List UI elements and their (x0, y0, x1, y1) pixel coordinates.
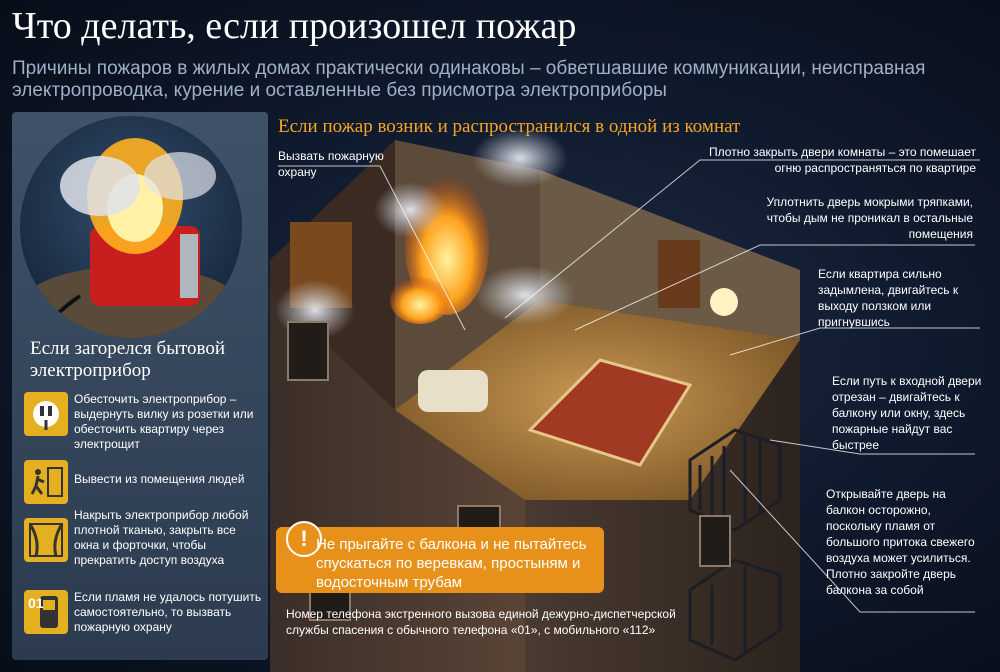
exit-door-icon (24, 460, 68, 504)
toaster-illustration (20, 116, 242, 338)
list-item-text: Если пламя не удалось потушить самостоятельно, то вызвать пожарную охрану (74, 590, 262, 634)
sofa (418, 370, 488, 412)
burning-toaster-icon (20, 116, 242, 338)
section-title: Если пожар возник и распространился в одной из комнат (278, 116, 741, 137)
window (700, 516, 730, 566)
window (288, 322, 328, 380)
annotation-close-doors: Плотно закрыть двери комнаты – это помешает огню распространяться по квартире (709, 145, 976, 175)
exclamation-icon: ! (286, 521, 322, 557)
page-subtitle: Причины пожаров в жилых домах практически одинаковы – обветшавшие коммуникации, неисправная электропроводка, курение и оставленные без присмотра электроприборы (12, 58, 926, 101)
floor-lamp (710, 288, 738, 316)
page-title: Что делать, если произошел пожар (12, 5, 577, 47)
annotation-crawl: Если квартира сильно задымлена, двигайтесь к выходу ползком или пригнувшись (818, 267, 959, 329)
list-item (24, 508, 262, 572)
smoke-cloud (374, 182, 446, 238)
list-item-text: Обесточить электроприбор – выдернуть вилку из розетки или обесточить квартиру через электрощит (74, 392, 254, 451)
entrance-door (658, 240, 700, 308)
annotation-balcony: Если путь к входной двери отрезан – двигайтесь к балкону или окну, здесь пожарные найдут вас быстрее (832, 374, 982, 452)
warning-box (276, 527, 604, 593)
annotation-seal-door: Уплотнить дверь мокрыми тряпками, чтобы дым не проникал в остальные помещения (766, 195, 973, 241)
phone-badge-text: 01 (28, 595, 44, 611)
list-item (24, 590, 262, 642)
left-panel-heading: Если загорелся бытовой электроприбор (30, 338, 226, 381)
list-item-text: Вывести из помещения людей (74, 472, 245, 486)
plug-icon (24, 392, 68, 436)
warning-text: Не прыгайте с балкона и не пытайтесь спускаться по веревкам, простыням и водосточным трубам (316, 536, 587, 591)
list-item (24, 460, 262, 504)
phone-01-icon (24, 590, 68, 634)
annotation-balcony-door: Открывайте дверь на балкон осторожно, поскольку пламя от большого притока свежего воздуха может усилиться. Плотно закройте дверь балкона за собой (826, 487, 975, 597)
annotation-call-fire-service: Вызвать пожарную охрану (278, 149, 384, 179)
window-curtain-icon (24, 518, 68, 562)
list-item-text: Накрыть электроприбор любой плотной тканью, закрыть все окна и форточки, чтобы прекратить доступ воздуха (74, 508, 249, 567)
emergency-phone-note: Номер телефона экстренного вызова единой дежурно-диспетчерской службы спасения с обычного телефона «01», с мобильного «112» (286, 607, 676, 637)
list-item (24, 392, 262, 452)
